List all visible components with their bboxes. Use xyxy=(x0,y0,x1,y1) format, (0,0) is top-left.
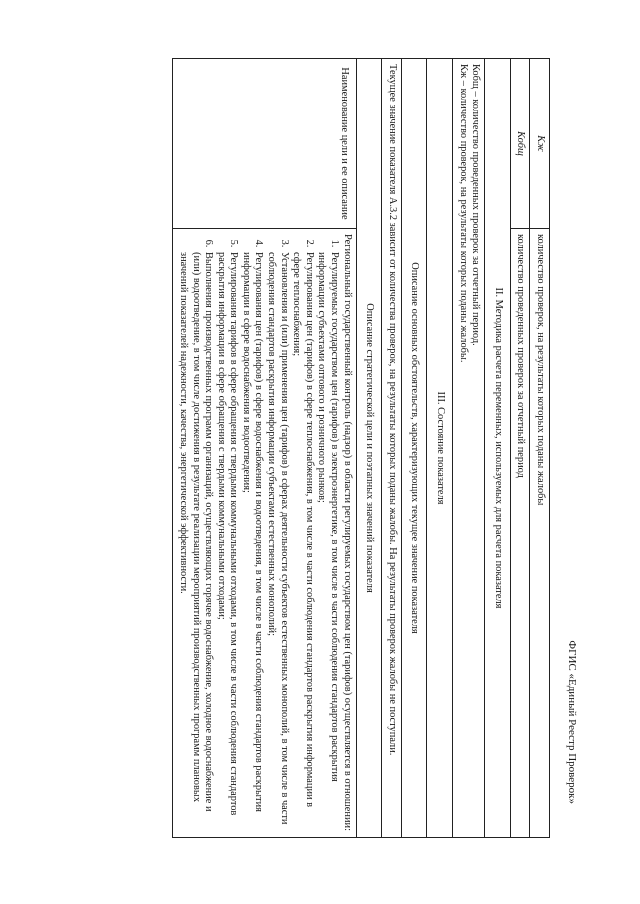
variable-label-kzh: Кж xyxy=(530,59,549,229)
table-row xyxy=(530,59,549,837)
table-row xyxy=(453,59,485,837)
goal-item: 6. Выполнения производственных программ организаций, осуществляющих горячее водоснабжение, холодное водоснабжение и (или) водоотведение, в том числе достижения в результате реализации мероприятий производственных программ плановых значений показателей надежности, качества, энергетической эффективности. xyxy=(176,250,214,832)
table-row xyxy=(402,59,428,837)
current-value-text: Текущее значение показателя А.3.2 зависит от количества проверок, на результаты которых поданы жалобы. На результаты проверок жалобы не поступали. xyxy=(386,64,398,756)
indicator-table xyxy=(172,58,550,838)
table-row xyxy=(357,59,383,837)
goal-item: 3. Установления и (или) применения цен (тарифов) в сферах деятельности субъектов естественных монополий, в том числе в части соблюдения стандартов раскрытия информации субъектами естественных монополий; xyxy=(265,250,290,832)
method-line-2: Кж – количество проверок, на результаты которых поданы жалобы. xyxy=(457,64,469,363)
table-row xyxy=(173,59,356,837)
variable-desc-kzh: количество проверок, на результаты которых поданы жалобы xyxy=(535,234,546,506)
variable-label-kobsch: Кобщ xyxy=(511,59,530,229)
strategic-title: Описание стратегической цели и поэтапных значений показателя xyxy=(364,303,376,593)
table-row xyxy=(485,59,511,837)
table-row xyxy=(382,59,402,837)
current-value-description xyxy=(382,59,401,837)
goal-list xyxy=(176,234,340,832)
table-row xyxy=(511,59,531,837)
variable-desc-kobsch: количество проведенных проверок за отчетный период xyxy=(515,234,527,478)
goal-item: 5. Регулирования тарифов в сфере обращения с твердыми коммунальными отходами, в том числе в части соблюдения стандартов раскрытия информации в сфере обращения с твердыми коммунальными отходами; xyxy=(214,250,239,832)
method-description xyxy=(453,59,484,837)
circumstances-title: Описание основных обстоятельств, характеризующих текущее значение показателя xyxy=(409,262,421,634)
goal-label: Наименование цели и ее описание xyxy=(173,59,355,229)
section-3-title: III. Состояние показателя xyxy=(435,391,447,505)
goal-description xyxy=(173,229,355,837)
table-row xyxy=(427,59,453,837)
section-2-title: II. Методика расчета переменных, используемых для расчета показателя xyxy=(492,287,504,609)
goal-item: 2. Регулирования цен (тарифов) в сфере теплоснабжения, в том числе в части соблюдения стандартов раскрытия информации в сфере теплоснабжения; xyxy=(290,250,315,832)
goal-item: 1. Регулируемых государством цен (тарифов) в электроэнергетике, в том числе в части соблюдения стандартов раскрытия информации субъектами оптового и розничного рынков; xyxy=(315,250,340,832)
method-line-1: Кобщ – количество проведенных проверок за отчетный период. xyxy=(470,64,482,346)
goal-item: 4. Регулирования цен (тарифов) в сфере водоснабжения и водоотведения, в том числе в части соблюдения стандартов раскрытия информации в сфере водоснабжения и водоотведения; xyxy=(239,250,264,832)
goal-intro: Региональный государственный контроль (надзор) в области регулируемых государством цен (тарифов) осуществляется в отношении: xyxy=(341,234,353,831)
system-name: ФГИС «Единый Реестр Проверок» xyxy=(566,640,578,804)
